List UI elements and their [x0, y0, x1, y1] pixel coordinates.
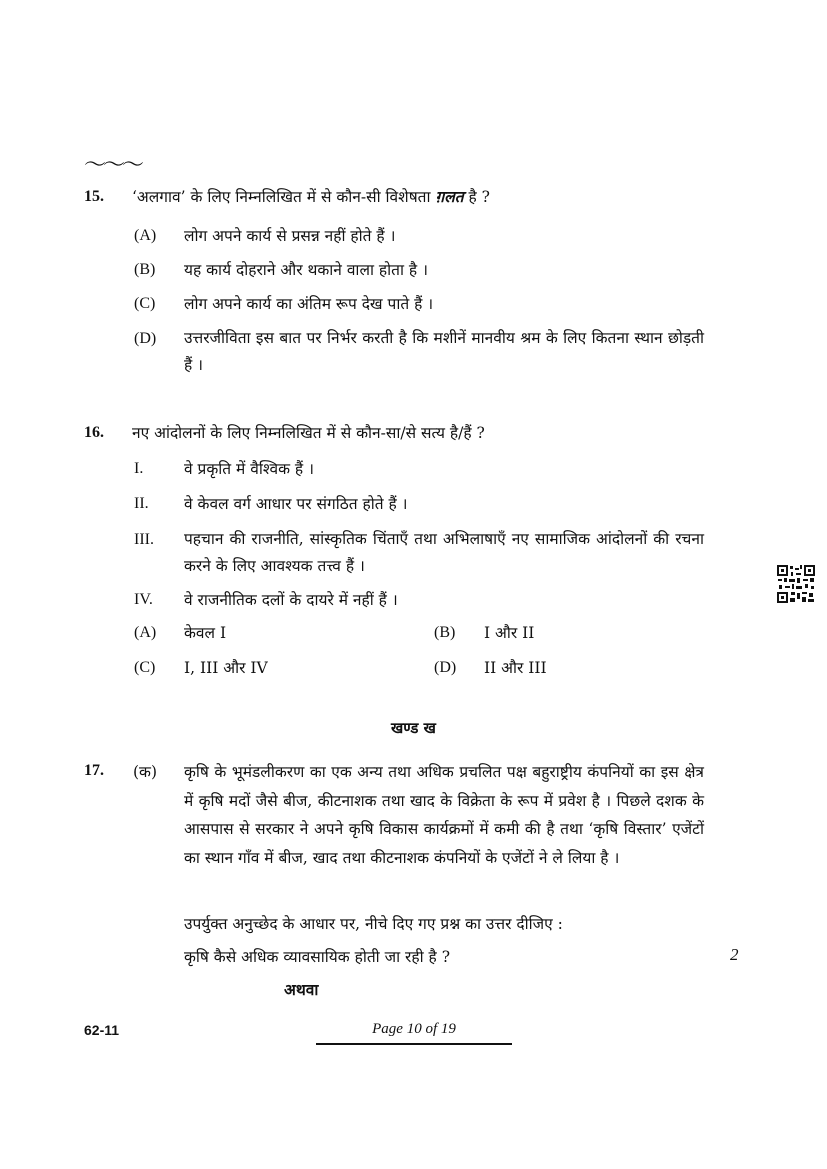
statement-label: I.: [134, 460, 144, 477]
question-number: 17.: [84, 762, 104, 779]
option-label: (B): [134, 261, 156, 278]
statement-label: IV.: [134, 591, 153, 608]
statement-text: वे केवल वर्ग आधार पर संगठित होते हैं ।: [184, 495, 408, 513]
option-text: यह कार्य दोहराने और थकाने वाला होता है ।: [184, 261, 428, 279]
marks-label: 2: [730, 945, 739, 964]
option-label: (D): [134, 330, 157, 347]
question-text: कृषि कैसे अधिक व्यावसायिक होती जा रही है ?: [184, 948, 451, 966]
question-number: 16.: [84, 424, 104, 441]
sub-question-label: (क): [133, 763, 157, 781]
statement-text: पहचान की राजनीति, सांस्कृतिक चिंताएँ तथा अभिलाषाएँ नए सामाजिक आंदोलनों की रचना करने के लिए आवश्यक तत्त्व हैं ।: [184, 530, 704, 575]
option-text: I और II: [484, 624, 535, 642]
section-heading: खण्ड ख: [391, 719, 436, 737]
option-text: उत्तरजीविता इस बात पर निर्भर करती है कि मशीनें मानवीय श्रम के लिए कितना स्थान छोड़ती हैं ।: [184, 329, 704, 374]
option-label: (A): [134, 624, 157, 641]
decorative-wave: 〜〜〜: [84, 153, 142, 178]
passage-paragraph: कृषि के भूमंडलीकरण का एक अन्य तथा अधिक प्रचलित पक्ष बहुराष्ट्रीय कंपनियों का इस क्षेत्र में कृषि मदों जैसे बीज, कीटनाशक तथा खाद के विक्रेता के रूप में प्रवेश है । पिछले दशक के आसपास से सरकार ने अपने कृषि विकास कार्यक्रमों में कमी की है तथा ‘कृषि विस्तार’ एजेंटों का स्थान गाँव में बीज, खाद तथा कीटनाशक कंपनियों के एजेंटों ने ले लिया है ।: [184, 763, 704, 867]
option-text: लोग अपने कार्य से प्रसन्न नहीं होते हैं ।: [184, 227, 396, 245]
emphasis-word: ग़लत: [435, 187, 464, 206]
question-text-part: ‘अलगाव’ के लिए निम्नलिखित में से कौन-सी विशेषता: [132, 188, 431, 206]
statement-label: II.: [134, 495, 149, 512]
question-text: [132, 186, 732, 208]
footer-underline: [316, 1043, 512, 1045]
page-number: Page 10 of 19: [372, 1021, 456, 1037]
qr-code-icon: [776, 564, 816, 604]
option-text: II और III: [484, 659, 547, 677]
paper-code: 62-11: [84, 1022, 120, 1038]
option-text: केवल I: [184, 624, 227, 642]
or-label: अथवा: [284, 980, 319, 999]
statement-text: वे प्रकृति में वैश्विक हैं ।: [184, 460, 314, 478]
option-text: लोग अपने कार्य का अंतिम रूप देख पाते हैं ।: [184, 295, 434, 313]
question-number: 15.: [84, 188, 104, 205]
option-label: (D): [434, 659, 457, 676]
option-text: I, III और IV: [184, 659, 268, 677]
option-label: (C): [134, 295, 156, 312]
statement-label: III.: [134, 531, 154, 548]
question-text: नए आंदोलनों के लिए निम्नलिखित में से कौन-सा/से सत्य है/हैं ?: [132, 424, 485, 442]
instruction-text: उपर्युक्त अनुच्छेद के आधार पर, नीचे दिए गए प्रश्न का उत्तर दीजिए :: [184, 915, 563, 933]
question-text-part: है ?: [463, 188, 490, 206]
option-label: (B): [434, 624, 456, 641]
option-label: (A): [134, 227, 157, 244]
option-label: (C): [134, 659, 156, 676]
statement-text: वे राजनीतिक दलों के दायरे में नहीं हैं ।: [184, 591, 398, 609]
